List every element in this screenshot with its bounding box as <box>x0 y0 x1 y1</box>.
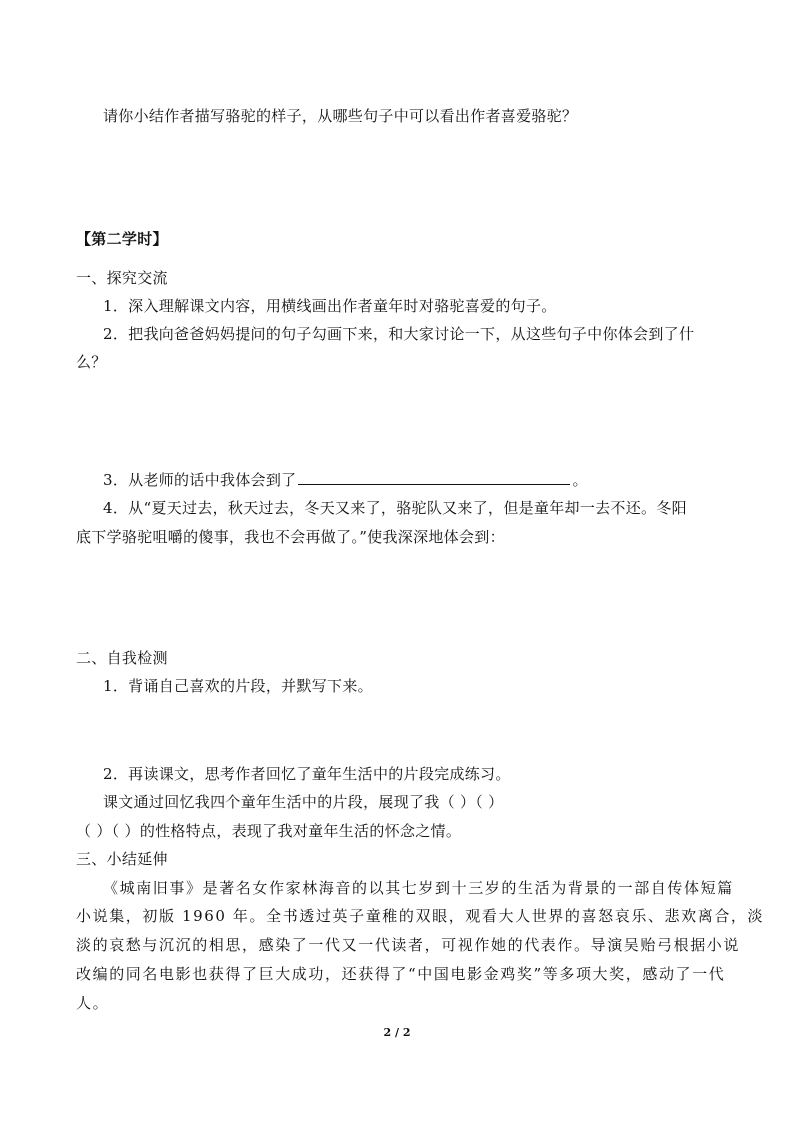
part1-item2-line2: 么？ <box>76 353 107 371</box>
part1-item4-line2: 底下学骆驼咀嚼的傻事，我也不会再做了。”使我深深地体会到： <box>76 528 505 546</box>
part2-fill-line2: （ ）（ ）的性格特点，表现了我对童年生活的怀念之情。 <box>76 822 462 840</box>
part1-item2-line1: 2．把我向爸爸妈妈提问的句子勾画下来，和大家讨论一下，从这些句子中你体会到了什 <box>103 325 695 343</box>
part2-item1: 1．背诵自己喜欢的片段，并默写下来。 <box>103 677 373 695</box>
part1-item1: 1．深入理解课文内容，用横线画出作者童年时对骆驼喜爱的句子。 <box>103 297 557 315</box>
item3-suffix: 。 <box>572 471 588 489</box>
answer-blank[interactable] <box>298 470 570 485</box>
part2-heading: 二、自我检测 <box>76 649 168 667</box>
part1-item4-line1: 4．从“夏天过去，秋天过去，冬天又来了，骆驼队又来了，但是童年却一去不还。冬阳 <box>103 499 687 517</box>
page-number: 2 / 2 <box>383 1026 411 1039</box>
item3-prefix: 3．从老师的话中我体会到了 <box>103 471 297 489</box>
part1-heading: 一、探究交流 <box>76 269 168 287</box>
summary-question: 请你小结作者描写骆驼的样子，从哪些句子中可以看出作者喜爱骆驼？ <box>103 107 578 125</box>
part3-para-line3: 淡的哀愁与沉沉的相思，感染了一代又一代读者，可视作她的代表作。导演吴贻弓根据小说 <box>76 936 741 954</box>
part3-heading: 三、小结延伸 <box>76 850 168 868</box>
part3-para-line1: 《城南旧事》是著名女作家林海音的以其七岁到十三岁的生活为背景的一部自传体短篇 <box>103 879 734 897</box>
section-title: 【第二学时】 <box>76 230 168 248</box>
part3-para-line5: 人。 <box>76 994 110 1012</box>
part1-item3 <box>103 470 588 490</box>
part3-para-line4: 改编的同名电影也获得了巨大成功，还获得了“中国电影金鸡奖”等多项大奖，感动了一代 <box>76 965 726 983</box>
part3-para-line2: 小说集，初版 1960 年。全书透过英子童稚的双眼，观看大人世界的喜怒哀乐、悲欢离合，淡 <box>76 907 765 925</box>
part2-item2: 2．再读课文，思考作者回忆了童年生活中的片段完成练习。 <box>103 765 511 783</box>
part2-fill-line1: 课文通过回忆我四个童年生活中的片段，展现了我（ ）（ ） <box>103 793 504 811</box>
